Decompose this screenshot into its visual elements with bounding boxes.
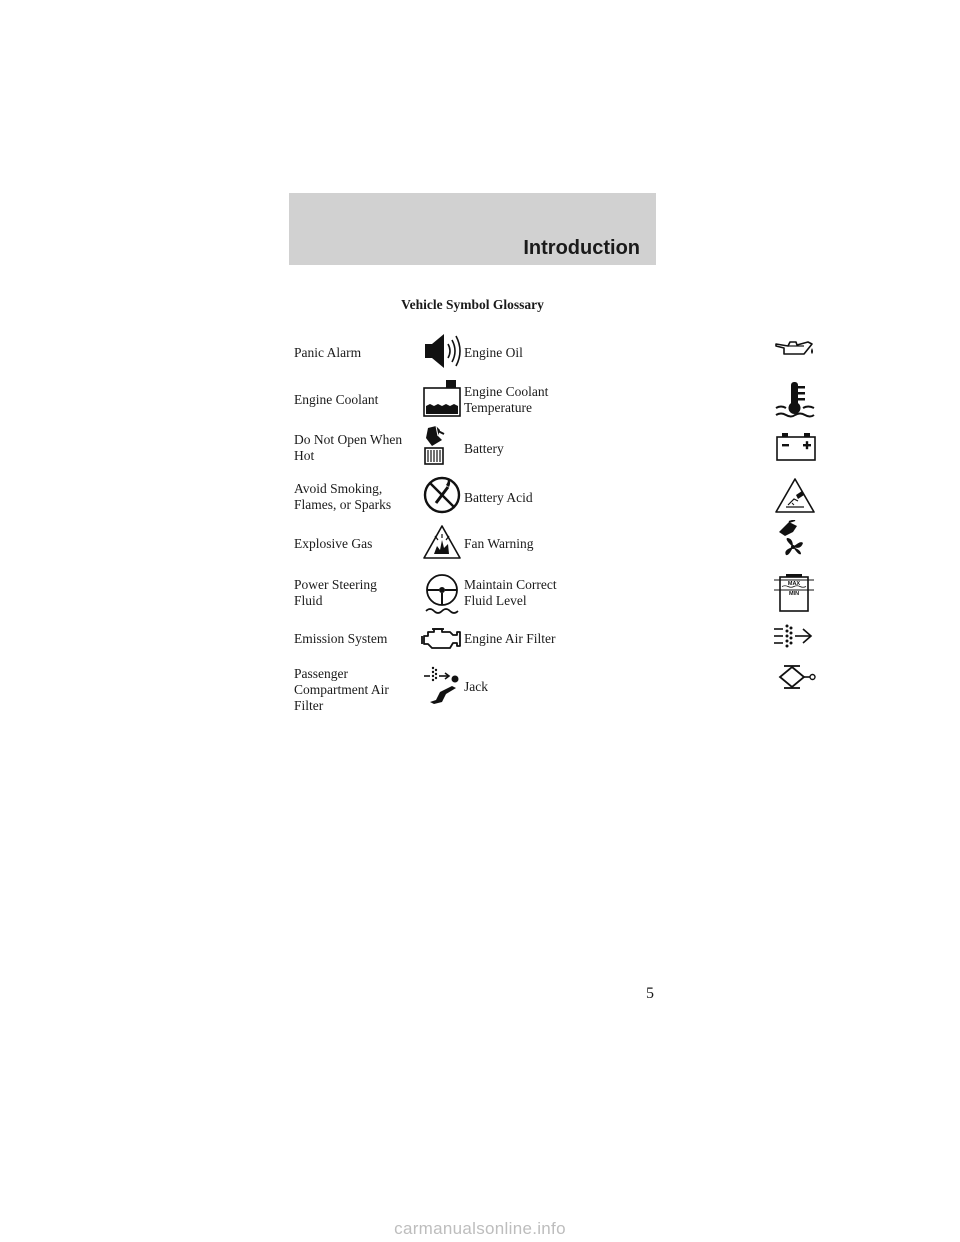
fluid-level-icon bbox=[773, 573, 815, 613]
entry-label: Engine Coolant Temperature bbox=[464, 384, 549, 415]
entry-label: Panic Alarm bbox=[294, 345, 362, 360]
entry-label: Fan Warning bbox=[464, 536, 534, 551]
engine-oil-icon bbox=[774, 336, 816, 366]
fluid-max-mark: MAX bbox=[787, 581, 801, 587]
section-title: Introduction bbox=[523, 237, 640, 259]
entry-label: Jack bbox=[464, 679, 488, 694]
explosive-gas-icon bbox=[422, 524, 462, 560]
emission-system-icon bbox=[420, 624, 466, 654]
entry-label: Do Not Open When Hot bbox=[294, 432, 403, 463]
entry-label: Power Steering Fluid bbox=[294, 577, 377, 608]
do-not-open-hot-icon bbox=[422, 424, 450, 468]
page-number: 5 bbox=[646, 985, 654, 1002]
power-steering-fluid-icon bbox=[422, 573, 462, 615]
battery-icon bbox=[775, 432, 817, 462]
entry-label: Passenger Compartment Air Filter bbox=[294, 666, 389, 713]
entry-label: Engine Oil bbox=[464, 345, 523, 360]
fan-warning-icon bbox=[775, 520, 811, 560]
entry-label: Explosive Gas bbox=[294, 536, 373, 551]
fluid-min-mark: MIN bbox=[788, 591, 800, 597]
engine-coolant-icon bbox=[422, 378, 462, 418]
entry-label: Maintain Correct Fluid Level bbox=[464, 577, 557, 608]
entry-label: Emission System bbox=[294, 631, 388, 646]
entry-label: Engine Coolant bbox=[294, 392, 379, 407]
jack-icon bbox=[774, 664, 818, 694]
entry-label: Battery Acid bbox=[464, 490, 533, 505]
glossary-title: Vehicle Symbol Glossary bbox=[401, 297, 544, 312]
watermark-link[interactable]: carmanualsonline.info bbox=[394, 1219, 566, 1238]
entry-label: Avoid Smoking, Flames, or Sparks bbox=[294, 481, 392, 512]
coolant-temperature-icon bbox=[774, 380, 816, 420]
cabin-air-filter-icon bbox=[422, 664, 462, 708]
entry-label: Engine Air Filter bbox=[464, 631, 556, 646]
panic-alarm-icon bbox=[422, 332, 468, 372]
section-header-band bbox=[289, 193, 656, 265]
battery-acid-icon bbox=[774, 477, 816, 515]
entry-label: Battery bbox=[464, 441, 504, 456]
engine-air-filter-icon bbox=[773, 621, 815, 651]
no-smoking-icon bbox=[422, 475, 462, 515]
